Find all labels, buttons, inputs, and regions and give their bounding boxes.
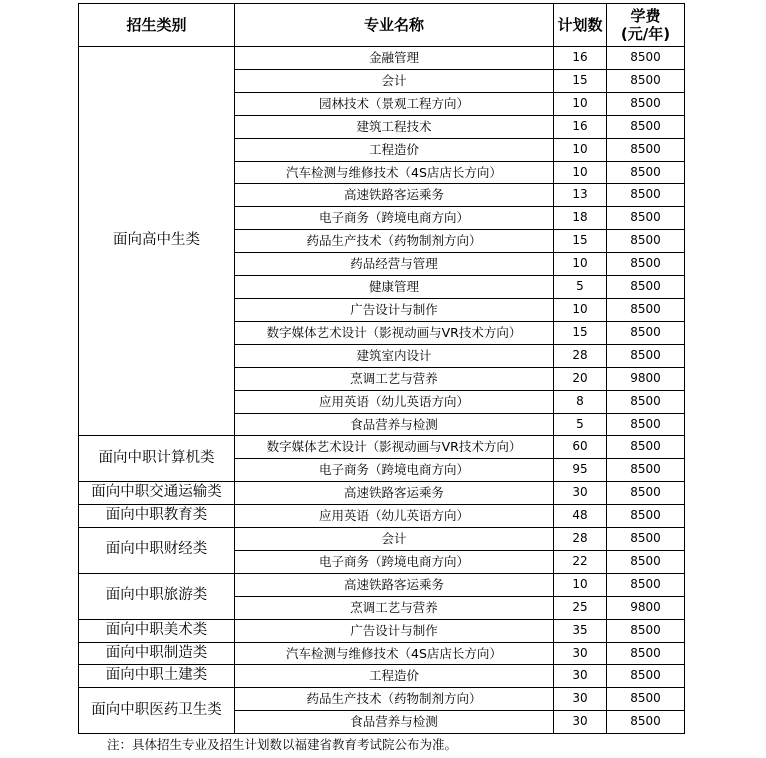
plan-count-cell: 25 <box>554 596 607 619</box>
plan-count-cell: 28 <box>554 528 607 551</box>
major-cell: 药品生产技术（药物制剂方向） <box>235 688 554 711</box>
tuition-fee-cell: 8500 <box>607 665 685 688</box>
major-cell: 会计 <box>235 528 554 551</box>
major-cell: 高速铁路客运乘务 <box>235 184 554 207</box>
tuition-fee-cell: 8500 <box>607 550 685 573</box>
category-cell: 面向中职财经类 <box>79 528 235 574</box>
major-cell: 数字媒体艺术设计（影视动画与VR技术方向） <box>235 436 554 459</box>
tuition-fee-cell: 8500 <box>607 505 685 528</box>
tuition-fee-cell: 8500 <box>607 92 685 115</box>
plan-count-cell: 35 <box>554 619 607 642</box>
plan-count-cell: 30 <box>554 665 607 688</box>
table-row <box>79 665 685 688</box>
plan-count-cell: 16 <box>554 47 607 70</box>
table-row <box>79 436 685 459</box>
plan-count-cell: 10 <box>554 138 607 161</box>
category-cell: 面向中职教育类 <box>79 505 235 528</box>
major-cell: 烹调工艺与营养 <box>235 367 554 390</box>
tuition-fee-cell: 8500 <box>607 47 685 70</box>
table-row <box>79 573 685 596</box>
major-cell: 应用英语（幼儿英语方向） <box>235 505 554 528</box>
tuition-fee-cell: 8500 <box>607 436 685 459</box>
plan-count-cell: 18 <box>554 207 607 230</box>
plan-count-cell: 30 <box>554 688 607 711</box>
plan-count-cell: 10 <box>554 573 607 596</box>
table-body <box>79 47 685 734</box>
plan-count-cell: 10 <box>554 298 607 321</box>
tuition-fee-cell: 8500 <box>607 642 685 665</box>
table-row <box>79 47 685 70</box>
category-cell: 面向中职交通运输类 <box>79 482 235 505</box>
major-cell: 电子商务（跨境电商方向） <box>235 459 554 482</box>
footnote: 注：具体招生专业及招生计划数以福建省教育考试院公布为准。 <box>107 737 458 752</box>
plan-count-cell: 48 <box>554 505 607 528</box>
tuition-fee-cell: 8500 <box>607 138 685 161</box>
tuition-fee-cell: 8500 <box>607 528 685 551</box>
major-cell: 食品营养与检测 <box>235 413 554 436</box>
tuition-fee-cell: 8500 <box>607 69 685 92</box>
major-cell: 电子商务（跨境电商方向） <box>235 550 554 573</box>
major-cell: 健康管理 <box>235 276 554 299</box>
table-row <box>79 688 685 711</box>
header-fee <box>607 4 685 47</box>
plan-count-cell: 30 <box>554 482 607 505</box>
plan-count-cell: 60 <box>554 436 607 459</box>
major-cell: 汽车检测与维修技术（4S店店长方向） <box>235 161 554 184</box>
tuition-fee-cell: 8500 <box>607 459 685 482</box>
tuition-fee-cell: 8500 <box>607 184 685 207</box>
category-cell: 面向高中生类 <box>79 47 235 436</box>
major-cell: 广告设计与制作 <box>235 619 554 642</box>
table-row <box>79 528 685 551</box>
major-cell: 建筑工程技术 <box>235 115 554 138</box>
category-cell: 面向中职土建类 <box>79 665 235 688</box>
plan-count-cell: 8 <box>554 390 607 413</box>
tuition-fee-cell: 9800 <box>607 596 685 619</box>
major-cell: 烹调工艺与营养 <box>235 596 554 619</box>
category-cell: 面向中职计算机类 <box>79 436 235 482</box>
tuition-fee-cell: 8500 <box>607 688 685 711</box>
tuition-fee-cell: 8500 <box>607 161 685 184</box>
tuition-fee-cell: 8500 <box>607 413 685 436</box>
category-cell: 面向中职医药卫生类 <box>79 688 235 734</box>
tuition-fee-cell: 8500 <box>607 276 685 299</box>
table-row <box>79 619 685 642</box>
category-cell: 面向中职旅游类 <box>79 573 235 619</box>
tuition-fee-cell: 8500 <box>607 298 685 321</box>
tuition-fee-cell: 8500 <box>607 619 685 642</box>
major-cell: 工程造价 <box>235 665 554 688</box>
plan-count-cell: 15 <box>554 230 607 253</box>
major-cell: 应用英语（幼儿英语方向） <box>235 390 554 413</box>
plan-count-cell: 13 <box>554 184 607 207</box>
major-cell: 高速铁路客运乘务 <box>235 573 554 596</box>
tuition-fee-cell: 8500 <box>607 482 685 505</box>
category-cell: 面向中职制造类 <box>79 642 235 665</box>
major-cell: 高速铁路客运乘务 <box>235 482 554 505</box>
enrollment-plan-table <box>78 3 685 734</box>
plan-count-cell: 5 <box>554 413 607 436</box>
major-cell: 会计 <box>235 69 554 92</box>
tuition-fee-cell: 8500 <box>607 253 685 276</box>
header-major: 专业名称 <box>235 4 554 47</box>
plan-count-cell: 5 <box>554 276 607 299</box>
plan-count-cell: 10 <box>554 253 607 276</box>
plan-count-cell: 95 <box>554 459 607 482</box>
plan-count-cell: 22 <box>554 550 607 573</box>
tuition-fee-cell: 9800 <box>607 367 685 390</box>
major-cell: 数字媒体艺术设计（影视动画与VR技术方向） <box>235 321 554 344</box>
major-cell: 食品营养与检测 <box>235 711 554 734</box>
plan-count-cell: 30 <box>554 711 607 734</box>
header-category: 招生类别 <box>79 4 235 47</box>
tuition-fee-cell: 8500 <box>607 115 685 138</box>
table-row <box>79 505 685 528</box>
enrollment-plan-table-container <box>78 3 685 734</box>
major-cell: 金融管理 <box>235 47 554 70</box>
plan-count-cell: 30 <box>554 642 607 665</box>
major-cell: 建筑室内设计 <box>235 344 554 367</box>
tuition-fee-cell: 8500 <box>607 321 685 344</box>
tuition-fee-cell: 8500 <box>607 230 685 253</box>
major-cell: 药品生产技术（药物制剂方向） <box>235 230 554 253</box>
tuition-fee-cell: 8500 <box>607 711 685 734</box>
plan-count-cell: 15 <box>554 69 607 92</box>
header-plan: 计划数 <box>554 4 607 47</box>
major-cell: 药品经营与管理 <box>235 253 554 276</box>
major-cell: 园林技术（景观工程方向） <box>235 92 554 115</box>
major-cell: 工程造价 <box>235 138 554 161</box>
tuition-fee-cell: 8500 <box>607 573 685 596</box>
table-header-row <box>79 4 685 47</box>
plan-count-cell: 10 <box>554 161 607 184</box>
plan-count-cell: 15 <box>554 321 607 344</box>
table-row <box>79 642 685 665</box>
category-cell: 面向中职美术类 <box>79 619 235 642</box>
major-cell: 汽车检测与维修技术（4S店店长方向） <box>235 642 554 665</box>
tuition-fee-cell: 8500 <box>607 344 685 367</box>
header-fee-line1: 学费 <box>630 7 661 25</box>
plan-count-cell: 10 <box>554 92 607 115</box>
plan-count-cell: 16 <box>554 115 607 138</box>
plan-count-cell: 28 <box>554 344 607 367</box>
header-fee-line2: (元/年) <box>620 25 671 43</box>
plan-count-cell: 20 <box>554 367 607 390</box>
major-cell: 广告设计与制作 <box>235 298 554 321</box>
tuition-fee-cell: 8500 <box>607 390 685 413</box>
table-row <box>79 482 685 505</box>
tuition-fee-cell: 8500 <box>607 207 685 230</box>
major-cell: 电子商务（跨境电商方向） <box>235 207 554 230</box>
